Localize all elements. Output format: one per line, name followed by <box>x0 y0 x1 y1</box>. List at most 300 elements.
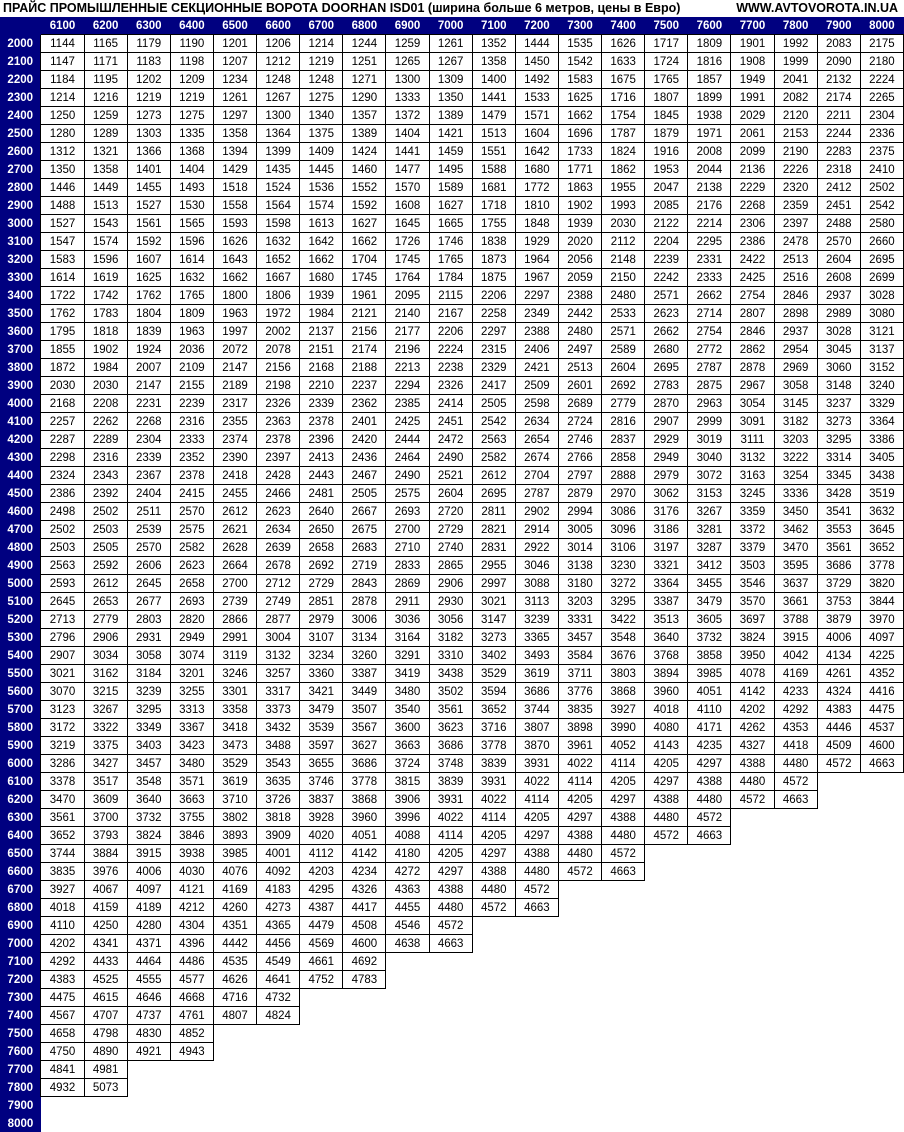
price-cell: 1809 <box>688 35 731 53</box>
price-cell: 3517 <box>84 773 127 791</box>
price-cell: 4388 <box>515 845 558 863</box>
price-cell: 2231 <box>127 395 170 413</box>
table-row <box>0 719 904 737</box>
price-cell: 1997 <box>213 323 256 341</box>
table-row <box>0 233 904 251</box>
price-cell: 1518 <box>213 179 256 197</box>
price-cell: 1202 <box>127 71 170 89</box>
width-header-cell: 7500 <box>645 17 688 35</box>
width-header-cell: 6500 <box>213 17 256 35</box>
price-cell: 3036 <box>386 611 429 629</box>
price-cell: 1857 <box>688 71 731 89</box>
empty-cell <box>774 989 817 1007</box>
price-cell: 2779 <box>602 395 645 413</box>
price-cell: 2502 <box>860 179 903 197</box>
empty-cell <box>774 1079 817 1097</box>
price-cell: 2204 <box>645 233 688 251</box>
height-label: 6300 <box>0 809 41 827</box>
height-label: 4900 <box>0 557 41 575</box>
price-cell: 1449 <box>84 179 127 197</box>
table-row <box>0 359 904 377</box>
price-cell: 3493 <box>515 647 558 665</box>
table-row <box>0 1115 904 1132</box>
table-row <box>0 53 904 71</box>
price-cell: 2109 <box>170 359 213 377</box>
price-cell: 2056 <box>558 251 601 269</box>
price-cell: 3539 <box>300 719 343 737</box>
empty-cell <box>774 899 817 917</box>
price-cell: 4600 <box>343 935 386 953</box>
price-cell: 2140 <box>386 305 429 323</box>
price-cell: 2072 <box>213 341 256 359</box>
empty-cell <box>558 1025 601 1043</box>
height-label: 7900 <box>0 1097 41 1115</box>
price-cell: 2444 <box>386 431 429 449</box>
price-cell: 3815 <box>386 773 429 791</box>
table-row <box>0 323 904 341</box>
empty-cell <box>817 845 860 863</box>
table-row <box>0 71 904 89</box>
price-cell: 1404 <box>170 161 213 179</box>
price-cell: 1400 <box>472 71 515 89</box>
price-cell: 3570 <box>731 593 774 611</box>
corner-cell <box>0 17 41 35</box>
price-cell: 4260 <box>213 899 256 917</box>
price-cell: 2421 <box>515 359 558 377</box>
price-cell: 2907 <box>41 647 84 665</box>
price-cell: 2931 <box>127 629 170 647</box>
price-cell: 1929 <box>515 233 558 251</box>
price-cell: 4114 <box>515 791 558 809</box>
empty-cell <box>558 881 601 899</box>
empty-cell <box>860 1007 903 1025</box>
price-cell: 3427 <box>84 755 127 773</box>
empty-cell <box>127 1061 170 1079</box>
price-cell: 4546 <box>386 917 429 935</box>
price-cell: 2879 <box>558 485 601 503</box>
price-cell: 1389 <box>343 125 386 143</box>
price-cell: 2807 <box>731 305 774 323</box>
empty-cell <box>688 1115 731 1132</box>
height-label: 7200 <box>0 971 41 989</box>
price-cell: 3021 <box>41 665 84 683</box>
price-cell: 2865 <box>429 557 472 575</box>
price-cell: 2464 <box>386 449 429 467</box>
price-cell: 4572 <box>731 791 774 809</box>
price-cell: 2677 <box>127 593 170 611</box>
empty-cell <box>472 1079 515 1097</box>
empty-cell <box>602 917 645 935</box>
price-cell: 4615 <box>84 989 127 1007</box>
price-cell: 2138 <box>688 179 731 197</box>
price-cell: 1244 <box>343 35 386 53</box>
price-cell: 1165 <box>84 35 127 53</box>
price-cell: 1754 <box>602 107 645 125</box>
empty-cell <box>817 881 860 899</box>
price-cell: 2349 <box>515 305 558 323</box>
table-row <box>0 899 904 917</box>
empty-cell <box>300 1079 343 1097</box>
width-header-cell: 8000 <box>860 17 903 35</box>
price-cell: 2645 <box>41 593 84 611</box>
price-cell: 2206 <box>429 323 472 341</box>
price-cell: 2044 <box>688 161 731 179</box>
price-cell: 2239 <box>645 251 688 269</box>
price-cell: 4051 <box>688 683 731 701</box>
price-cell: 3121 <box>860 323 903 341</box>
price-cell: 1632 <box>257 233 300 251</box>
empty-cell <box>602 1061 645 1079</box>
height-label: 2800 <box>0 179 41 197</box>
price-cell: 1772 <box>515 179 558 197</box>
price-cell: 1184 <box>41 71 84 89</box>
height-label: 7300 <box>0 989 41 1007</box>
price-cell: 2153 <box>774 125 817 143</box>
price-cell: 2739 <box>213 593 256 611</box>
price-cell: 2355 <box>213 413 256 431</box>
price-cell: 2151 <box>300 341 343 359</box>
empty-cell <box>300 989 343 1007</box>
price-cell: 3172 <box>41 719 84 737</box>
price-cell: 1625 <box>127 269 170 287</box>
height-label: 6400 <box>0 827 41 845</box>
price-cell: 2413 <box>300 449 343 467</box>
table-row <box>0 107 904 125</box>
height-label: 5300 <box>0 629 41 647</box>
price-cell: 3597 <box>300 737 343 755</box>
price-cell: 1524 <box>257 179 300 197</box>
empty-cell <box>817 1097 860 1115</box>
price-cell: 2401 <box>343 413 386 431</box>
empty-cell <box>429 1007 472 1025</box>
price-cell: 1290 <box>343 89 386 107</box>
table-row <box>0 287 904 305</box>
price-cell: 3778 <box>343 773 386 791</box>
price-cell: 2719 <box>343 557 386 575</box>
price-cell: 1626 <box>602 35 645 53</box>
price-cell: 3449 <box>343 683 386 701</box>
price-table <box>0 17 904 1132</box>
price-cell: 3732 <box>127 809 170 827</box>
price-cell: 2653 <box>84 593 127 611</box>
price-cell: 3571 <box>170 773 213 791</box>
price-cell: 1873 <box>472 251 515 269</box>
price-cell: 3287 <box>688 539 731 557</box>
price-cell: 4549 <box>257 953 300 971</box>
price-cell: 3058 <box>774 377 817 395</box>
price-cell: 3006 <box>343 611 386 629</box>
price-cell: 2090 <box>817 53 860 71</box>
table-row <box>0 251 904 269</box>
price-cell: 3336 <box>774 485 817 503</box>
price-cell: 3412 <box>688 557 731 575</box>
price-cell: 4022 <box>429 809 472 827</box>
price-cell: 4030 <box>170 863 213 881</box>
price-cell: 4508 <box>343 917 386 935</box>
price-cell: 4006 <box>817 629 860 647</box>
price-cell: 2099 <box>731 143 774 161</box>
table-row <box>0 1097 904 1115</box>
empty-cell <box>731 1079 774 1097</box>
empty-cell <box>731 935 774 953</box>
empty-cell <box>213 1025 256 1043</box>
height-label: 7500 <box>0 1025 41 1043</box>
width-header-cell: 6300 <box>127 17 170 35</box>
price-cell: 3529 <box>213 755 256 773</box>
price-cell: 3844 <box>860 593 903 611</box>
width-header-cell: 6100 <box>41 17 84 35</box>
empty-cell <box>774 1043 817 1061</box>
price-cell: 4326 <box>343 881 386 899</box>
width-header-cell: 7300 <box>558 17 601 35</box>
price-cell: 1261 <box>429 35 472 53</box>
price-cell: 1662 <box>300 251 343 269</box>
price-cell: 2505 <box>84 539 127 557</box>
empty-cell <box>860 1025 903 1043</box>
price-cell: 3835 <box>41 863 84 881</box>
price-cell: 1681 <box>472 179 515 197</box>
price-cell: 1201 <box>213 35 256 53</box>
price-cell: 3837 <box>300 791 343 809</box>
empty-cell <box>343 989 386 1007</box>
empty-cell <box>774 1061 817 1079</box>
empty-cell <box>774 1025 817 1043</box>
empty-cell <box>731 899 774 917</box>
table-row <box>0 269 904 287</box>
price-cell: 1607 <box>127 251 170 269</box>
price-cell: 2239 <box>170 395 213 413</box>
empty-cell <box>257 1061 300 1079</box>
price-cell: 2693 <box>386 503 429 521</box>
price-cell: 4112 <box>300 845 343 863</box>
price-cell: 1574 <box>84 233 127 251</box>
price-cell: 3567 <box>343 719 386 737</box>
empty-cell <box>731 1115 774 1132</box>
price-cell: 1596 <box>84 251 127 269</box>
price-cell: 2592 <box>84 557 127 575</box>
price-cell: 1207 <box>213 53 256 71</box>
empty-cell <box>429 1025 472 1043</box>
empty-cell <box>515 1043 558 1061</box>
price-cell: 4250 <box>84 917 127 935</box>
price-cell: 4943 <box>170 1043 213 1061</box>
price-cell: 4020 <box>300 827 343 845</box>
price-cell: 3365 <box>515 629 558 647</box>
price-cell: 2425 <box>386 413 429 431</box>
price-cell: 3931 <box>515 755 558 773</box>
price-cell: 3239 <box>515 611 558 629</box>
empty-cell <box>84 1097 127 1115</box>
price-cell: 1309 <box>429 71 472 89</box>
price-cell: 4202 <box>731 701 774 719</box>
price-cell: 2700 <box>213 575 256 593</box>
price-cell: 4234 <box>343 863 386 881</box>
price-cell: 2061 <box>731 125 774 143</box>
price-cell: 4110 <box>688 701 731 719</box>
price-cell: 4205 <box>558 791 601 809</box>
price-cell: 1394 <box>213 143 256 161</box>
price-cell: 2612 <box>84 575 127 593</box>
price-cell: 1902 <box>558 197 601 215</box>
price-cell: 3753 <box>817 593 860 611</box>
empty-cell <box>386 1007 429 1025</box>
price-cell: 3019 <box>688 431 731 449</box>
height-label: 2200 <box>0 71 41 89</box>
price-cell: 2385 <box>386 395 429 413</box>
price-cell: 3378 <box>41 773 84 791</box>
price-cell: 4525 <box>84 971 127 989</box>
price-cell: 1652 <box>257 251 300 269</box>
price-cell: 1993 <box>602 197 645 215</box>
table-row <box>0 1025 904 1043</box>
price-cell: 2214 <box>688 215 731 233</box>
price-cell: 4388 <box>429 881 472 899</box>
price-cell: 4383 <box>817 701 860 719</box>
price-cell: 4387 <box>300 899 343 917</box>
empty-cell <box>817 1061 860 1079</box>
width-header-cell: 6400 <box>170 17 213 35</box>
price-cell: 3457 <box>127 755 170 773</box>
price-cell: 4097 <box>127 881 170 899</box>
price-cell: 1804 <box>127 305 170 323</box>
empty-cell <box>774 1007 817 1025</box>
empty-cell <box>386 1025 429 1043</box>
price-cell: 3004 <box>257 629 300 647</box>
price-cell: 4641 <box>257 971 300 989</box>
empty-cell <box>645 917 688 935</box>
price-cell: 1627 <box>343 215 386 233</box>
empty-cell <box>645 863 688 881</box>
price-cell: 1614 <box>170 251 213 269</box>
price-cell: 4663 <box>688 827 731 845</box>
empty-cell <box>213 1079 256 1097</box>
table-row <box>0 845 904 863</box>
price-cell: 3423 <box>170 737 213 755</box>
price-cell: 3619 <box>213 773 256 791</box>
price-cell: 2148 <box>602 251 645 269</box>
price-cell: 2582 <box>472 449 515 467</box>
price-cell: 3088 <box>515 575 558 593</box>
empty-cell <box>558 917 601 935</box>
empty-cell <box>257 1043 300 1061</box>
price-cell: 4388 <box>731 755 774 773</box>
empty-cell <box>386 953 429 971</box>
price-cell: 2593 <box>41 575 84 593</box>
price-cell: 3180 <box>558 575 601 593</box>
empty-cell <box>429 989 472 1007</box>
price-cell: 2359 <box>774 197 817 215</box>
price-cell: 1275 <box>170 107 213 125</box>
empty-cell <box>817 917 860 935</box>
price-cell: 3138 <box>558 557 601 575</box>
empty-cell <box>515 989 558 1007</box>
price-cell: 2190 <box>774 143 817 161</box>
price-cell: 3470 <box>41 791 84 809</box>
table-row <box>0 431 904 449</box>
price-cell: 4114 <box>558 773 601 791</box>
price-cell: 1333 <box>386 89 429 107</box>
price-table-body <box>0 35 904 1132</box>
price-cell: 2008 <box>688 143 731 161</box>
price-cell: 3438 <box>429 665 472 683</box>
empty-cell <box>515 935 558 953</box>
price-cell: 2664 <box>213 557 256 575</box>
price-cell: 3729 <box>817 575 860 593</box>
price-cell: 2851 <box>300 593 343 611</box>
price-cell: 2442 <box>558 305 601 323</box>
empty-cell <box>688 1061 731 1079</box>
price-cell: 3543 <box>257 755 300 773</box>
price-cell: 1492 <box>515 71 558 89</box>
price-cell: 4292 <box>774 701 817 719</box>
price-cell: 2724 <box>558 413 601 431</box>
empty-cell <box>41 1115 84 1132</box>
price-cell: 1999 <box>774 53 817 71</box>
price-cell: 3119 <box>213 647 256 665</box>
price-cell: 2796 <box>41 629 84 647</box>
height-label: 7800 <box>0 1079 41 1097</box>
price-cell: 2466 <box>257 485 300 503</box>
price-cell: 1271 <box>343 71 386 89</box>
price-cell: 1722 <box>41 287 84 305</box>
empty-cell <box>688 1007 731 1025</box>
price-cell: 1949 <box>731 71 774 89</box>
price-cell: 2041 <box>774 71 817 89</box>
price-cell: 2283 <box>817 143 860 161</box>
price-cell: 1450 <box>515 53 558 71</box>
price-cell: 1358 <box>84 161 127 179</box>
empty-cell <box>645 1115 688 1132</box>
price-cell: 1643 <box>213 251 256 269</box>
price-cell: 3091 <box>731 413 774 431</box>
price-cell: 4396 <box>170 935 213 953</box>
price-cell: 3594 <box>472 683 515 701</box>
price-cell: 2396 <box>300 431 343 449</box>
price-cell: 3748 <box>429 755 472 773</box>
price-cell: 3513 <box>645 611 688 629</box>
empty-cell <box>688 971 731 989</box>
price-cell: 3711 <box>558 665 601 683</box>
empty-cell <box>602 1025 645 1043</box>
price-cell: 1265 <box>386 53 429 71</box>
price-cell: 1564 <box>257 197 300 215</box>
empty-cell <box>602 989 645 1007</box>
price-cell: 1755 <box>472 215 515 233</box>
price-cell: 1459 <box>429 143 472 161</box>
price-cell: 3788 <box>774 611 817 629</box>
table-row <box>0 575 904 593</box>
price-cell: 1596 <box>170 233 213 251</box>
price-cell: 2754 <box>731 287 774 305</box>
price-cell: 1219 <box>127 89 170 107</box>
empty-cell <box>688 1025 731 1043</box>
height-label: 3000 <box>0 215 41 233</box>
price-cell: 2787 <box>688 359 731 377</box>
price-cell: 2198 <box>257 377 300 395</box>
price-cell: 1991 <box>731 89 774 107</box>
price-cell: 3928 <box>300 809 343 827</box>
price-cell: 1267 <box>429 53 472 71</box>
price-cell: 1589 <box>429 179 472 197</box>
empty-cell <box>774 935 817 953</box>
price-cell: 2503 <box>41 539 84 557</box>
price-cell: 3273 <box>817 413 860 431</box>
price-cell: 1924 <box>127 341 170 359</box>
price-cell: 1901 <box>731 35 774 53</box>
table-row <box>0 143 904 161</box>
price-cell: 2315 <box>472 341 515 359</box>
price-cell: 2505 <box>472 395 515 413</box>
